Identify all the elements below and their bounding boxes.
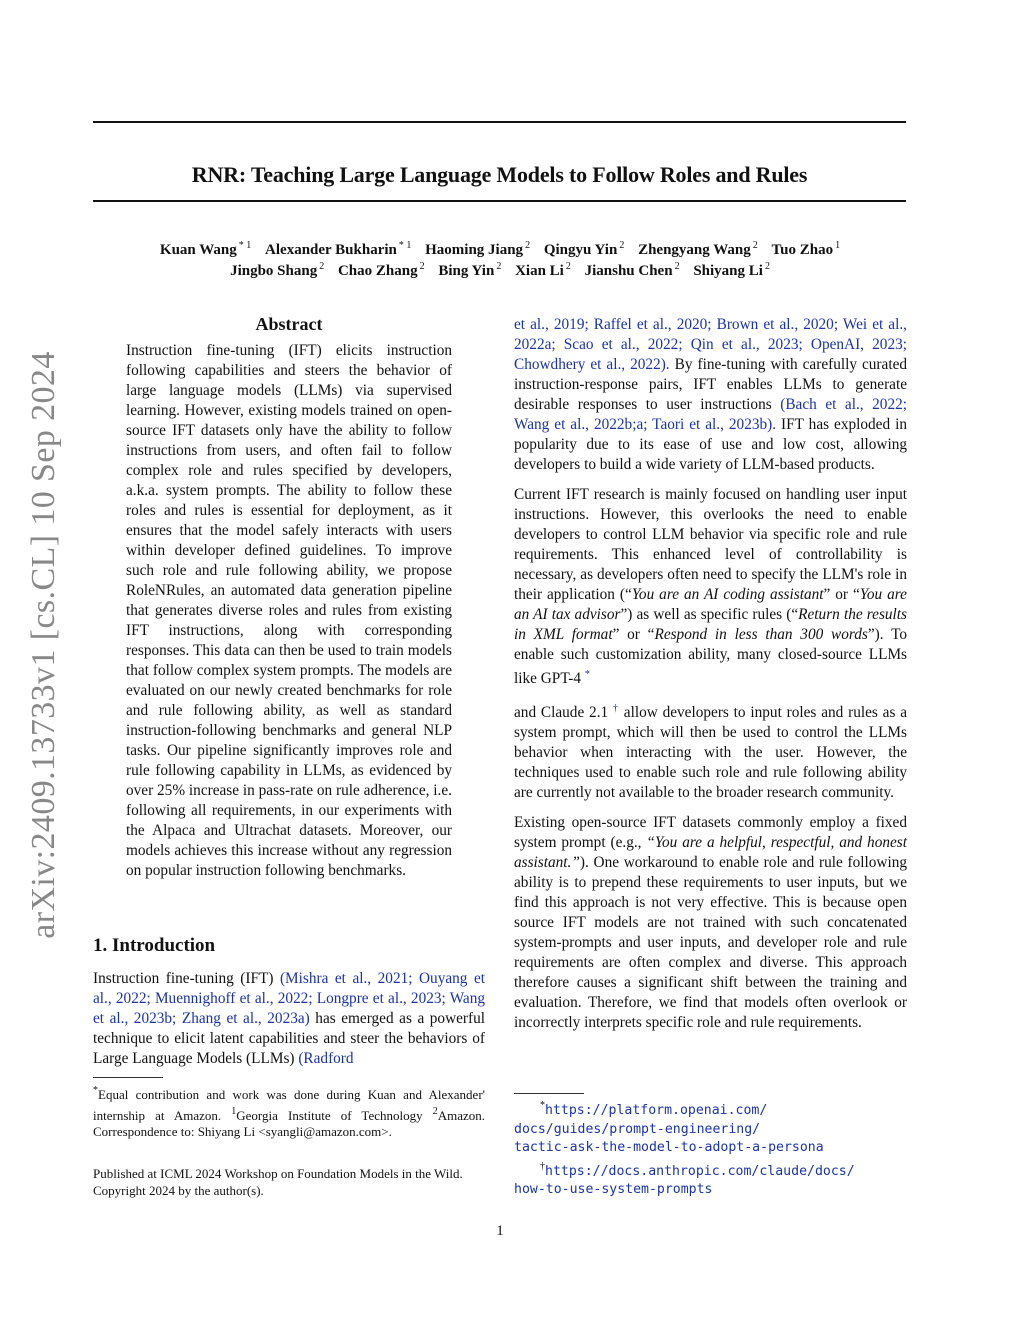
- footnote-rule: [93, 1077, 163, 1078]
- citation-link[interactable]: et al., 2019; Raffel et al., 2020; Brown et al., 2020; Wei et al., 2022a; Scao et al., 2022; Qin et al., 2023; OpenAI, 2023; Chowdhery et al., 2022).: [514, 316, 907, 373]
- author: Tuo Zhao $^1$: [771, 240, 841, 258]
- citation-link[interactable]: (Mishra et al., 2021; Ouyang et al., 2022; Muennighoff et al., 2022; Longpre et al., 2023; Wang et al., 2023b; Zhang et al., 2023a): [93, 970, 485, 1027]
- paragraph: et al., 2019; Raffel et al., 2020; Brown et al., 2020; Wei et al., 2022a; Scao et al., 2022; Qin et al., 2023; OpenAI, 2023; Chowdhery et al., 2022). By fine-tuning with carefully curated instruction-response pairs, IFT enables LLMs to generate desirable responses to user instructions (Bach et al., 2022; Wang et al., 2022b;a; Taori et al., 2023b). IFT has exploded in popularity due to its ease of use and low cost, allowing developers to build a wide variety of LLM-based products.: [514, 316, 908, 473]
- arxiv-identifier-stamp: arXiv:2409.13733v1 [cs.CL] 10 Sep 2024: [25, 351, 62, 939]
- author: Shiyang Li $^2$: [693, 261, 770, 279]
- citation-link[interactable]: (Radford: [298, 1050, 354, 1067]
- author: Zhengyang Wang $^2$: [638, 240, 758, 258]
- author: Qingyu Yin $^2$: [543, 240, 625, 258]
- footnote-url[interactable]: how-to-use-system-prompts: [514, 1182, 713, 1197]
- paragraph: Current IFT research is mainly focused on handling user input instructions. However, this overlooks the need to enable developers to control LLM behavior via specific role and rule requirements. This enhanced level of controllability is necessary, as developers often need to specify the LLM's role in their application (“You are an AI coding assistant” or “You are an AI tax advisor”) as well as specific rules (“Return the results in XML format” or “Respond in less than 300 words”). To enable such customization ability, many closed-source LLMs like GPT-4 *: [514, 486, 907, 687]
- author: Alexander Bukharin $^{* 1}$: [265, 240, 412, 258]
- abstract-heading: Abstract: [255, 314, 323, 334]
- footnote-link[interactable]: †: [612, 703, 619, 714]
- footnote-rule: [514, 1093, 584, 1094]
- footnote-link[interactable]: *: [584, 669, 590, 680]
- page-number: 1: [496, 1223, 504, 1239]
- affiliation-footnote: *Equal contribution and work was done during Kuan and Alexander' internship at Amazon. $^1$Georgia Institute of Technology $^2$Amazon. Correspondence to: Shiyang Li <syangli@amazon.com>.: [93, 1085, 485, 1139]
- footnote-url[interactable]: https://docs.anthropic.com/claude/docs/: [545, 1163, 855, 1179]
- paragraph: Existing open-source IFT datasets commonly employ a fixed system prompt (e.g., “You are a helpful, respectful, and honest assistant.”). One workaround to enable role and rule following ability is to prepend these requirements to user inputs, but we find this approach is not very effective. This is because open source IFT models are not trained with such concatenated system-prompts and user inputs, and developer role and rule requirements are often complex and diverse. This approach therefore causes a significant shift between the training and evaluation. Therefore, we find that models often overlook or incorrectly interprets specific role and rule requirements.: [514, 814, 907, 1031]
- author: Chao Zhang $^2$: [337, 261, 425, 279]
- footnote-url[interactable]: tactic-ask-the-model-to-adopt-a-persona: [514, 1140, 824, 1155]
- publication-note: Published at ICML 2024 Workshop on Foundation Models in the Wild. Copyright 2024 by the author(s).: [93, 1166, 463, 1198]
- author: Haoming Jiang $^2$: [425, 240, 531, 258]
- author-list-line-2: [60, 257, 940, 281]
- right-column-body: [514, 315, 907, 1043]
- abstract-section: [126, 313, 452, 881]
- author: Jianshu Chen $^2$: [584, 261, 680, 279]
- abstract-body: Instruction fine-tuning (IFT) elicits instruction following capabilities and steers the behavior of large language models (LLMs) via supervised learning. However, existing models trained on open-source IFT datasets only have the ability to follow instructions from users, and often fail to follow complex role and rules specified by developers, a.k.a. system prompts. The ability to follow these roles and rules is essential for deployment, as it ensures that the model safely interacts with users within developer defined guidelines. To improve such role and rule following ability, we propose RoleNRules, an automated data generation pipeline that generates diverse roles and rules from existing IFT instructions, along with corresponding responses. This data can then be used to train models that follow complex system prompts. The models are evaluated on our newly created benchmarks for role and rule following ability, as well as standard instruction-following benchmarks and general NLP tasks. Our pipeline significantly improves role and rule following capability in LLMs, as evidenced by over 25% increase in pass-rate on rule adherence, i.e. following all requirements, in our experiments with the Alpaca and Ultrachat datasets. Moreover, our models achieves this increase without any regression on popular instruction following benchmarks.: [126, 342, 452, 879]
- title-rule-bottom: [93, 200, 906, 202]
- author: Kuan Wang $^{* 1}$: [159, 240, 252, 258]
- citation-link[interactable]: (Bach et al., 2022; Wang et al., 2022b;a; Taori et al., 2023b).: [514, 396, 907, 433]
- author: Xian Li $^2$: [515, 261, 571, 279]
- paper-title: RNR: Teaching Large Language Models to Follow Roles and Rules: [191, 161, 808, 187]
- footnote-url[interactable]: docs/guides/prompt-engineering/: [514, 1121, 761, 1137]
- paragraph: and Claude 2.1 † allow developers to input roles and rules as a system prompt, which will then be used to control the LLMs behavior when interacting with the user. However, the techniques used to enable such role and rule following ability are currently not available to the broader research community.: [514, 703, 908, 801]
- url-footnotes: *https://platform.openai.com/ docs/guides/prompt-engineering/ tactic-ask-the-model-to-adopt-a-persona †https://docs.anthropic.com/claude/docs/ how-to-use-system-prompts: [514, 1097, 914, 1200]
- title-rule-top: [93, 121, 906, 123]
- author: Bing Yin $^2$: [438, 261, 502, 279]
- intro-paragraph: Instruction fine-tuning (IFT) (Mishra et al., 2021; Ouyang et al., 2022; Muennighoff et al., 2022; Longpre et al., 2023; Wang et al., 2023b; Zhang et al., 2023a) has emerged as a powerful technique to elicit latent capabilities and steer the behaviors of Large Language Models (LLMs) (Radford: [93, 970, 485, 1067]
- introduction-heading: 1. Introduction: [93, 935, 216, 956]
- author: Jingbo Shang $^2$: [230, 261, 325, 279]
- footnote-url[interactable]: https://platform.openai.com/: [545, 1103, 768, 1118]
- introduction-body: [93, 969, 485, 1069]
